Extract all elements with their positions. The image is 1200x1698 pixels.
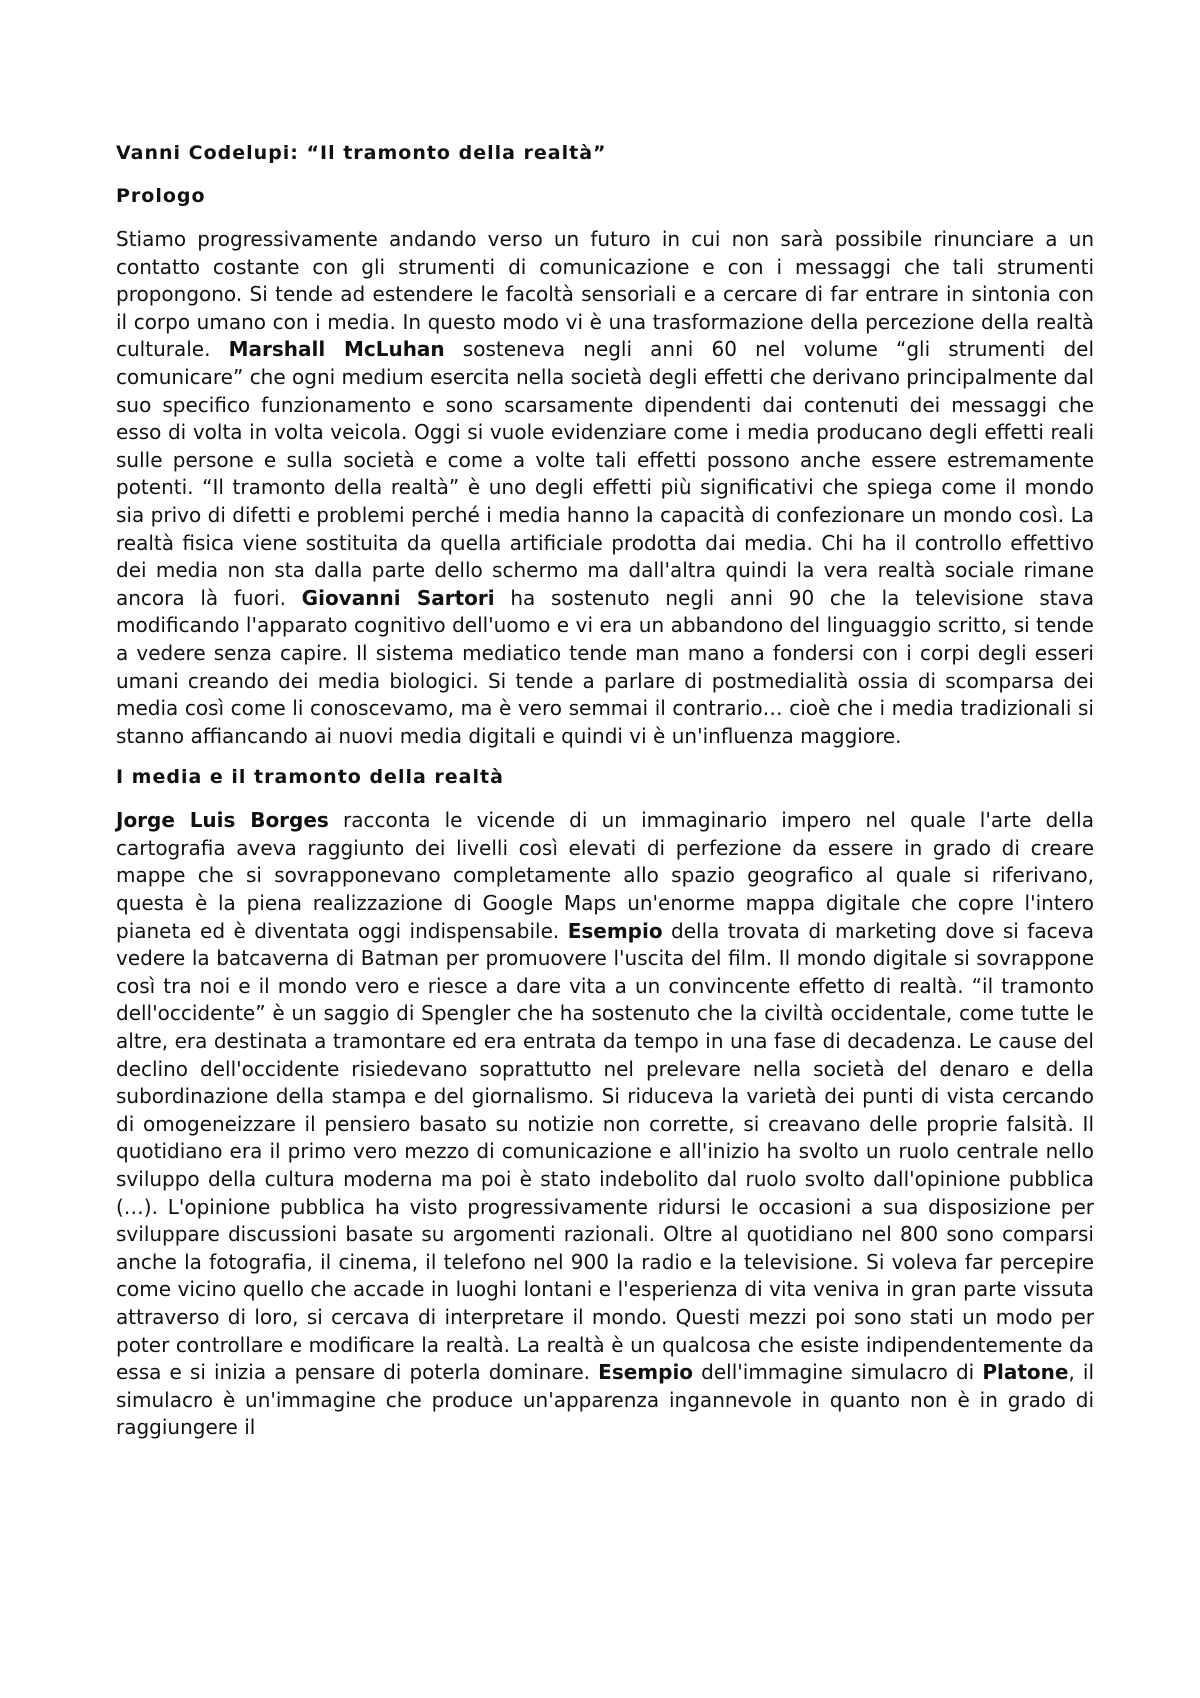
document-page [116,140,1094,1456]
text-run: Stiamo progressivamente andando verso un futuro in cui non sarà possibile rinunciare a un contatto costante con gli strumenti di comunicazione e con i messaggi che tali strumenti propongono. Si tende ad estendere le facoltà sensoriali e a cercare di far entrare in sintonia con il corpo umano con i media. In questo modo vi è una trasformazione della percezione della realtà culturale. [116,227,1094,362]
text-run: racconta le vicende di un immaginario impero nel quale l'arte della cartografia aveva raggiunto dei livelli così elevati di perfezione da essere in grado di creare mappe che si sovrapponevano completamente allo spazio geografico al quale si riferivano, questa è la piena realizzazione di Google Maps un'enorme mappa digitale che copre l'intero pianeta ed è diventata oggi indispensabile. [116,808,1094,943]
person-name: Platone [982,1360,1069,1385]
person-name: Marshall McLuhan [228,337,445,362]
text-run: , il simulacro è un'immagine che produce un'apparenza ingannevole in quanto non è in grado di raggiungere il [116,1360,1095,1440]
prologo-paragraph [116,226,1094,750]
prologo-heading: Prologo [116,185,206,207]
person-name: Giovanni Sartori [301,585,495,610]
text-run: sosteneva negli anni 60 nel volume “gli strumenti del comunicare” che ogni medium esercita nella società degli effetti che derivano principalmente dal suo specifico funzionamento e sono scarsamente dipendenti dai contenuti dei messaggi che esso di volta in volta veicola. Oggi si vuole evidenziare come i media producano degli effetti reali sulle persone e sulla società e come a volte tali effetti possono anche essere estremamente potenti. “Il tramonto della realtà” è uno degli effetti più significativi che spiega come il mondo sia privo di difetti e problemi perché i media hanno la capacità di confezionare un mondo così. La realtà fisica viene sostituita da quella artificiale prodotta dai media. Chi ha il controllo effettivo dei media non sta dalla parte dello schermo ma dall'altra quindi la vera realtà sociale rimane ancora là fuori. [116,337,1094,610]
text-run: della trovata di marketing dove si faceva vedere la batcaverna di Batman per promuovere l'uscita del film. Il mondo digitale si sovrappone così tra noi e il mondo vero e riesce a dare vita a un convincente effetto di realtà. “il tramonto dell'occidente” è un saggio di Spengler che ha sostenuto che la civiltà occidentale, come tutte le altre, era destinata a tramontare ed era entrata da tempo in una fase di decadenza. Le cause del declino dell'occidente risiedevano soprattutto nel prelevare nella società del denaro e della subordinazione della stampa e del giornalismo. Si riduceva la varietà dei punti di vista cercando di omogeneizzare il pensiero basato su notizie non corrette, si creavano delle proprie falsità. Il quotidiano era il primo vero mezzo di comunicazione e all'inizio ha svolto un ruolo centrale nello sviluppo della cultura moderna ma poi è stato indebolito dal ruolo svolto dall'opinione pubblica (…). L'opinione pubblica ha visto progressivamente ridursi le occasioni a sua disposizione per sviluppare discussioni basate su argomenti razionali. Oltre al quotidiano nel 800 sono comparsi anche la fotografia, il cinema, il telefono nel 900 la radio e la televisione. Si voleva far percepire come vicino quello che accade in luoghi lontani e l'esperienza di vita veniva in gran parte vissuta attraverso di loro, si cercava di interpretare il mondo. Questi mezzi poi sono stati un modo per poter controllare e modificare la realtà. La realtà è un qualcosa che esiste indipendentemente da essa e si inizia a pensare di poterla dominare. [116,918,1094,1385]
emphasis-term: Esempio [598,1360,694,1385]
document-title: Vanni Codelupi: “Il tramonto della realtà” [116,142,607,164]
emphasis-term: Esempio [567,918,663,943]
section-paragraph [116,807,1094,1442]
text-run: dell'immagine simulacro di [693,1360,983,1385]
text-run: ha sostenuto negli anni 90 che la televisione stava modificando l'apparato cognitivo dell'uomo e vi era un abbandono del linguaggio scritto, si tende a vedere senza capire. Il sistema mediatico tende man mano a fondersi con i corpi degli esseri umani creando dei media biologici. Si tende a parlare di postmedialità ossia di scomparsa dei media così come li conoscevamo, ma è vero semmai il contrario… cioè che i media tradizionali si stanno affiancando ai nuovi media digitali e quindi vi è un'influenza maggiore. [116,585,1094,748]
section-heading: I media e il tramonto della realtà [116,766,504,789]
person-name: Jorge Luis Borges [116,808,329,833]
